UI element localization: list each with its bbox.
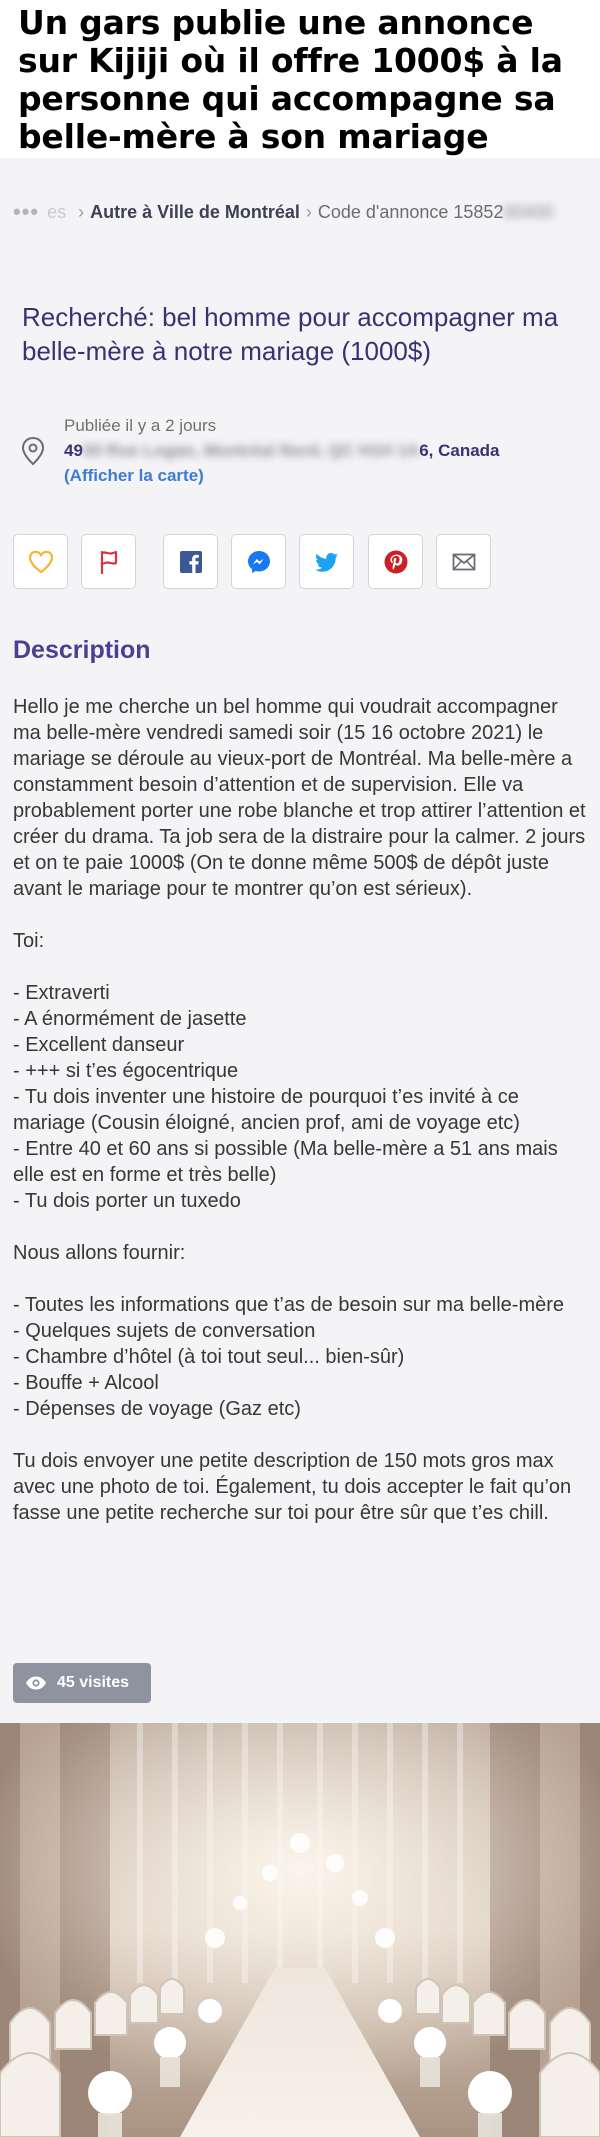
ad-code: Code d'annonce 15852 [317, 201, 504, 222]
map-pin-icon [20, 436, 46, 466]
breadcrumb [13, 200, 600, 224]
envelope-icon [450, 548, 478, 576]
breadcrumb-separator: › [305, 201, 312, 222]
list-item: - Bouffe + Alcool [13, 1372, 159, 1394]
share-email-button[interactable] [436, 534, 491, 589]
visits-badge [13, 1663, 151, 1703]
list-item: - +++ si t’es égocentrique [13, 1060, 239, 1082]
visits-count: 45 visites [57, 1674, 130, 1691]
flag-icon [95, 548, 123, 576]
breadcrumb-ellipsis-icon[interactable]: ••• [13, 200, 40, 224]
list-item: - Entre 40 et 60 ans si possible (Ma belle-mère a 51 ans mais elle est en forme et très belle) [13, 1138, 558, 1186]
eye-icon [25, 1675, 47, 1691]
pinterest-icon [382, 548, 410, 576]
list-item: - Tu dois porter un tuxedo [13, 1190, 241, 1212]
breadcrumb-faded-item[interactable]: es [47, 201, 67, 222]
list-item: - Excellent danseur [13, 1034, 185, 1056]
posted-date: Publiée il y a 2 jours [64, 416, 217, 435]
breadcrumb-separator: › [78, 201, 85, 222]
share-twitter-button[interactable] [299, 534, 354, 589]
share-messenger-button[interactable] [231, 534, 286, 589]
wedding-ceremony-photo [0, 1723, 600, 2137]
list-item: - Dépenses de voyage (Gaz etc) [13, 1398, 301, 1420]
share-pinterest-button[interactable] [368, 534, 423, 589]
list-item: - Chambre d’hôtel (à toi tout seul... bien-sûr) [13, 1346, 405, 1368]
description-body [13, 694, 588, 1526]
address-blurred: 00 Rue Logan, Montréal Nord, QC H1H 1A [82, 441, 420, 460]
list-item: - Quelques sujets de conversation [13, 1320, 316, 1342]
list-item: - Extraverti [13, 982, 110, 1004]
heart-icon [27, 548, 55, 576]
listing-title: Recherché: bel homme pour accompagner ma belle-mère à notre mariage (1000$) [22, 302, 559, 366]
list-item: - Tu dois inventer une histoire de pourquoi t’es invité à ce mariage (Cousin éloigné, ancien prof, ami de voyage etc) [13, 1086, 520, 1134]
facebook-icon [177, 548, 205, 576]
address-end: 6, Canada [419, 441, 500, 460]
twitter-icon [313, 548, 341, 576]
description-closing: Tu dois envoyer une petite description de 150 mots gros max avec une photo de toi. Également, tu dois accepter le fait qu’on fasse une petite recherche sur toi pour être sûr que t’es chill. [13, 1450, 572, 1524]
breadcrumb-category-link[interactable]: Autre à Ville de Montréal [90, 201, 300, 222]
listing-panel [0, 158, 600, 1723]
description-heading: Description [13, 636, 151, 664]
address [64, 438, 564, 464]
list-item: - A énormément de jasette [13, 1008, 247, 1030]
share-facebook-button[interactable] [163, 534, 218, 589]
fournir-label: Nous allons fournir: [13, 1242, 186, 1264]
ad-code-blurred: 00400 [503, 201, 554, 222]
show-map-link[interactable]: (Afficher la carte) [64, 466, 204, 485]
meme-headline: Un gars publie une annonce sur Kijiji où il offre 1000$ à la personne qui accompagne sa belle-mère à son mariage [18, 3, 563, 156]
messenger-icon [245, 548, 273, 576]
favorite-button[interactable] [13, 534, 68, 589]
toi-label: Toi: [13, 930, 45, 952]
report-button[interactable] [81, 534, 136, 589]
list-item: - Toutes les informations que t’as de besoin sur ma belle-mère [13, 1294, 565, 1316]
description-intro: Hello je me cherche un bel homme qui voudrait accompagner ma belle-mère vendredi samedi soir (15 16 octobre 2021) le mariage se déroule au vieux-port de Montréal. Ma belle-mère a constamment besoin d’attention et de supervision. Elle va probablement porter une robe blanche et trop attirer l’attention et créer du drama. Ta job sera de la distraire pour la calmer. 2 jours et on te paie 1000$ (On te donne même 500$ de dépôt juste avant le mariage pour te montrer qu’on est sérieux). [13, 696, 586, 900]
address-start: 49 [64, 441, 83, 460]
